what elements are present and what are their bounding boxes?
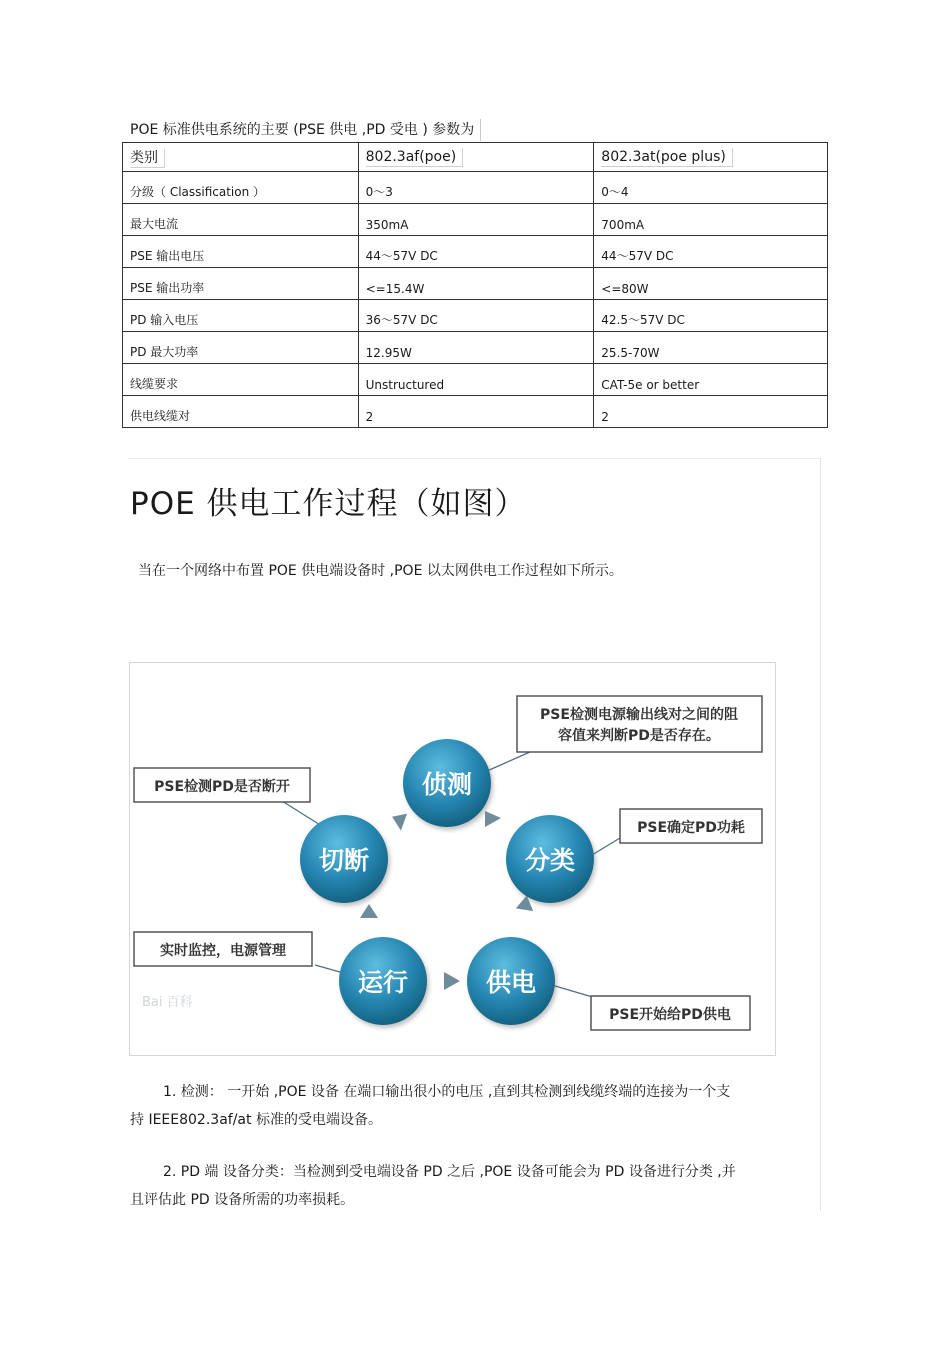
node-power-label: 供电 — [485, 968, 537, 997]
arrow-icon — [360, 904, 378, 918]
table-cell: 44～57V DC — [358, 236, 594, 268]
table-cell: 供电线缆对 — [123, 396, 359, 428]
table-cell: CAT-5e or better — [594, 364, 828, 396]
node-disconnect-label: 切断 — [318, 846, 370, 875]
table-cell: 2 — [594, 396, 828, 428]
callout-power-text: PSE开始给PD供电 — [609, 1007, 731, 1023]
header-at: 802.3at(poe plus) — [601, 148, 733, 167]
poe-spec-table — [122, 142, 828, 428]
table-row — [123, 364, 828, 396]
node-detect — [403, 739, 491, 827]
table-cell: <=80W — [594, 268, 828, 300]
table-cell: 线缆要求 — [123, 364, 359, 396]
header-cell — [594, 143, 828, 172]
node-power — [467, 937, 555, 1025]
table-cell: PD 最大功率 — [123, 332, 359, 364]
table-row — [123, 236, 828, 268]
table-row — [123, 268, 828, 300]
paragraph-detection — [130, 1078, 820, 1134]
table-cell: 2 — [358, 396, 594, 428]
paragraph-line: 2. PD 端 设备分类：当检测到受电端设备 PD 之后 ,POE 设备可能会为 PD 设备进行分类 ,并 — [163, 1164, 736, 1180]
arrow-icon — [389, 809, 407, 830]
node-operate — [339, 937, 427, 1025]
table-cell: Unstructured — [358, 364, 594, 396]
paragraph-classification — [130, 1158, 820, 1214]
table-row — [123, 300, 828, 332]
table-cell: PSE 输出电压 — [123, 236, 359, 268]
process-diagram-svg — [130, 663, 775, 1055]
arrow-icon — [444, 972, 460, 990]
callout-detect — [517, 696, 762, 752]
section-intro: 当在一个网络中布置 POE 供电端设备时 ,POE 以太网供电工作过程如下所示。 — [138, 563, 623, 579]
table-cell: 0～3 — [358, 172, 594, 204]
header-category: 类别 — [130, 149, 165, 168]
table-cell: PSE 输出功率 — [123, 268, 359, 300]
paragraph-line: 且评估此 PD 设备所需的功率损耗。 — [130, 1192, 355, 1208]
header-cell — [123, 143, 359, 172]
header-af: 802.3af(poe) — [366, 148, 464, 167]
node-classify-label: 分类 — [524, 846, 576, 875]
callout-monitor — [134, 932, 312, 966]
table-cell: PD 输入电压 — [123, 300, 359, 332]
node-classify — [506, 815, 594, 903]
table-row — [123, 204, 828, 236]
callout-monitor-text: 实时监控，电源管理 — [160, 943, 286, 959]
table-row — [123, 396, 828, 428]
table-row — [123, 332, 828, 364]
table-cell: 44～57V DC — [594, 236, 828, 268]
table-caption: POE 标准供电系统的主要 (PSE 供电 ,PD 受电 ) 参数为 — [128, 119, 481, 141]
section-title: POE 供电工作过程（如图） — [130, 486, 527, 522]
paragraph-line: 持 IEEE802.3af/at 标准的受电端设备。 — [130, 1112, 382, 1128]
header-cell — [358, 143, 594, 172]
table-cell: 0～4 — [594, 172, 828, 204]
table-cell: 最大电流 — [123, 204, 359, 236]
table-cell: 42.5～57V DC — [594, 300, 828, 332]
arrow-icon — [485, 811, 501, 827]
watermark: Bai 百科 — [142, 995, 193, 1010]
table-cell: 12.95W — [358, 332, 594, 364]
node-operate-label: 运行 — [357, 968, 409, 997]
table-cell: 350mA — [358, 204, 594, 236]
table-cell: <=15.4W — [358, 268, 594, 300]
node-detect-label: 侦测 — [421, 770, 473, 799]
table-header-row — [123, 143, 828, 172]
table-cell: 分级（ Classification ） — [123, 172, 359, 204]
node-disconnect — [300, 815, 388, 903]
table-cell: 700mA — [594, 204, 828, 236]
callout-classify-text: PSE确定PD功耗 — [637, 820, 745, 836]
table-row — [123, 172, 828, 204]
callout-classify — [620, 809, 762, 843]
table-cell: 25.5-70W — [594, 332, 828, 364]
callout-disconnect-text: PSE检测PD是否断开 — [154, 779, 290, 795]
callout-detect-line1: PSE检测电源输出线对之间的阻 — [540, 707, 738, 723]
callout-power — [591, 996, 750, 1030]
table-cell: 36～57V DC — [358, 300, 594, 332]
paragraph-line: 1. 检测： 一开始 ,POE 设备 在端口输出很小的电压 ,直到其检测到线缆终端的连接为一个支 — [163, 1084, 731, 1100]
poe-process-diagram — [129, 662, 776, 1056]
callout-detect-line2: 容值来判断PD是否存在。 — [558, 728, 720, 744]
callout-disconnect — [134, 768, 310, 802]
